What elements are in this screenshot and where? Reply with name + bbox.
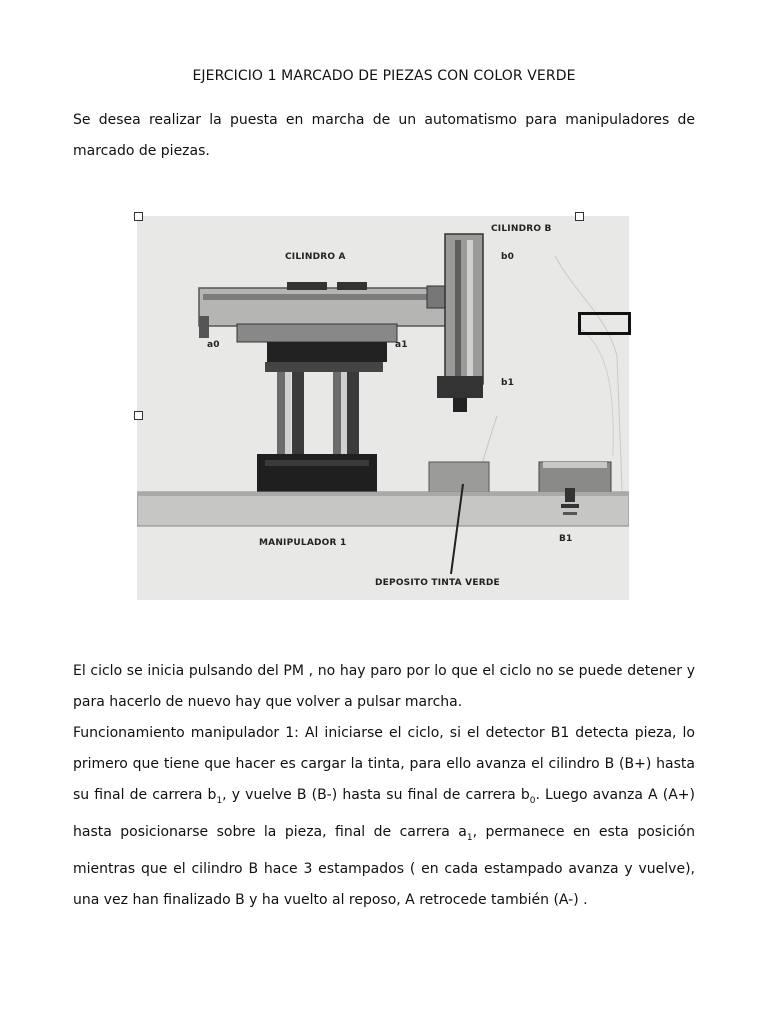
- label-deposito: DEPOSITO TINTA VERDE: [375, 578, 500, 588]
- label-a0: a0: [207, 340, 220, 350]
- function-text-4: , permanece en esta posición mientras que el cilindro B hace 3 estampados ( en cada estampado avanza y vuelve), una vez han finalizado B y ha vuelto al reposo, A retrocede también (A-) .: [73, 823, 695, 908]
- function-text-3: . Luego avanza A (A+) hasta posicionarse sobre la pieza, final de carrera a: [73, 787, 695, 840]
- manipulator-drawing: [137, 216, 629, 600]
- label-b0: b0: [501, 252, 515, 262]
- subscript-a1: 1: [466, 832, 473, 843]
- resize-handle-top-right[interactable]: [575, 212, 584, 221]
- document-title: EJERCICIO 1 MARCADO DE PIEZAS CON COLOR VERDE: [192, 68, 576, 84]
- resize-handle-top-left[interactable]: [134, 212, 143, 221]
- label-b1: b1: [501, 378, 515, 388]
- subscript-0: 0: [529, 795, 536, 806]
- manipulator-figure[interactable]: [137, 216, 629, 600]
- function-text-1: Funcionamiento manipulador 1: Al iniciarse el ciclo, si el detector B1 detecta pieza, lo primero que tiene que hacer es cargar la tinta, para ello avanza el cilindro B (B+) hasta su final de carrera b: [73, 725, 695, 803]
- function-paragraph: [73, 718, 695, 916]
- intro-paragraph: Se desea realizar la puesta en marcha de un automatismo para manipuladores de marcado de piezas.: [73, 112, 695, 159]
- label-manipulador: MANIPULADOR 1: [259, 538, 347, 548]
- label-cilindro-a: CILINDRO A: [285, 252, 346, 262]
- function-text-2: , y vuelve B (B-) hasta su final de carrera b: [222, 787, 530, 803]
- cycle-paragraph: El ciclo se inicia pulsando del PM , no hay paro por lo que el ciclo no se puede detener y para hacerlo de nuevo hay que volver a pulsar marcha.: [73, 663, 695, 710]
- subscript-1: 1: [216, 795, 223, 806]
- rectangle-shape[interactable]: [578, 312, 631, 335]
- label-cilindro-b: CILINDRO B: [491, 224, 552, 234]
- label-a1: a1: [395, 340, 408, 350]
- label-sensor-b1: B1: [559, 534, 573, 544]
- resize-handle-middle-left[interactable]: [134, 411, 143, 420]
